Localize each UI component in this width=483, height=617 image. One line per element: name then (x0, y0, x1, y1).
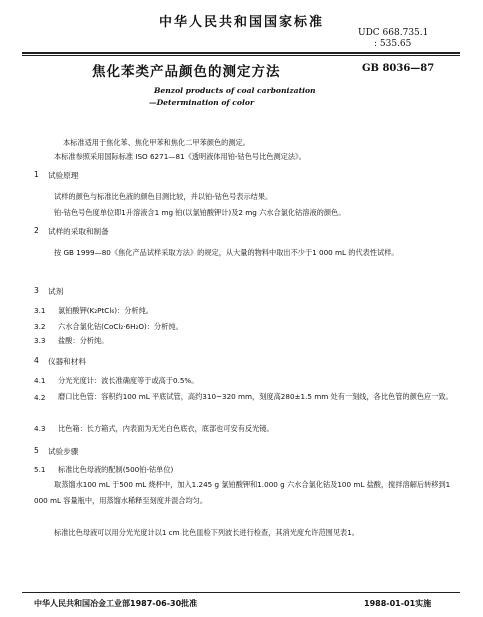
section-3-title: 试剂 (48, 287, 64, 296)
section-2-title: 试样的采取和制备 (48, 227, 109, 236)
item-3-1-text: 氯铂酸钾(K₂PtCl₆)：分析纯。 (58, 306, 153, 315)
intro-line-2: 本标准参照采用国际标准 ISO 6271—81《透明液体用铂-钴色号比色测定法》。 (54, 152, 306, 161)
section-5-paragraph-1: 取蒸馏水100 mL 于500 mL 烧杯中，加入1.245 g 氯铂酸钾和1.000 g 六水合氯化钴及100 mL 盐酸，搅拌溶解后转移到1 000 mL 容量瓶中，用蒸馏水稀释至刻度并混合均匀。 (34, 480, 451, 505)
org-title: 中华人民共和国国家标准 (158, 15, 324, 30)
item-4-3-number: 4.3 (34, 424, 46, 433)
section-4-number: 4 (34, 356, 39, 365)
header-rule-thick (22, 52, 460, 54)
intro-line-1: 本标准适用于焦化苯、焦化甲苯和焦化二甲苯颜色的测定。 (63, 138, 250, 147)
section-5-number: 5 (34, 446, 39, 455)
section-3-number: 3 (34, 286, 39, 295)
item-5-1-text: 标准比色母液的配制(500铂-钴单位) (58, 465, 174, 474)
english-title-line-2: —Determination of color (149, 98, 254, 107)
effective-date: 1988-01-01实施 (364, 599, 432, 608)
header-rule-thin (22, 55, 460, 56)
section-2-number: 2 (34, 226, 39, 235)
item-3-1-number: 3.1 (34, 306, 46, 315)
section-4-title: 仪器和材料 (48, 357, 86, 366)
item-5-1-number: 5.1 (34, 465, 46, 474)
english-title-line-1: Benzol products of coal carbonization (154, 86, 316, 95)
footer-rule (22, 592, 460, 593)
approval-note: 中华人民共和国冶金工业部1987-06-30批准 (34, 599, 198, 608)
item-4-3-text: 比色箱：长方箱式，内表面为无光白色底衣，底部也可安有反光镜。 (58, 424, 274, 433)
item-3-3-text: 盐酸：分析纯。 (58, 336, 109, 345)
section-1-paragraph-1: 试样的颜色与标准比色液的颜色目测比较，并以铂-钴色号表示结果。 (54, 192, 273, 201)
item-4-2-number: 4.2 (34, 393, 46, 402)
udc-line-2: : 535.65 (374, 39, 412, 49)
item-4-1-text: 分光光度计：波长准确度等于或高于0.5%。 (58, 376, 199, 385)
section-1-title: 试验原理 (48, 171, 79, 180)
section-1-number: 1 (34, 170, 39, 179)
section-1-paragraph-2: 铂-钴色号色度单位即1升溶液含1 mg 铂(以氯铂酸钾计)及2 mg 六水合氯化钴溶液的颜色。 (54, 208, 346, 217)
item-3-2-number: 3.2 (34, 322, 46, 331)
standard-title: 焦化苯类产品颜色的测定方法 (92, 64, 281, 80)
item-4-1-number: 4.1 (34, 376, 46, 385)
section-2-paragraph: 按 GB 1999—80《焦化产品试样采取方法》的规定，从大量的物料中取出不少于1 000 mL 的代表性试样。 (54, 248, 399, 257)
item-4-2-text: 磨口比色管：容积约100 mL 平底试管，高约310~320 mm，刻度高280±1.5 mm 处有一刻线，各比色管的颜色应一致。 (58, 392, 453, 401)
section-5-paragraph-2: 标准比色母液可以用分光光度计以1 cm 比色皿检下列波长进行检查，其消光度允许范围见表1。 (54, 528, 359, 537)
standard-code: GB 8036—87 (362, 63, 435, 74)
section-5-title: 试验步骤 (48, 447, 79, 456)
item-3-3-number: 3.3 (34, 336, 46, 345)
item-3-2-text: 六水合氯化钴(CoCl₂·6H₂O)：分析纯。 (58, 322, 183, 331)
udc-line-1: UDC 668.735.1 (358, 28, 429, 38)
